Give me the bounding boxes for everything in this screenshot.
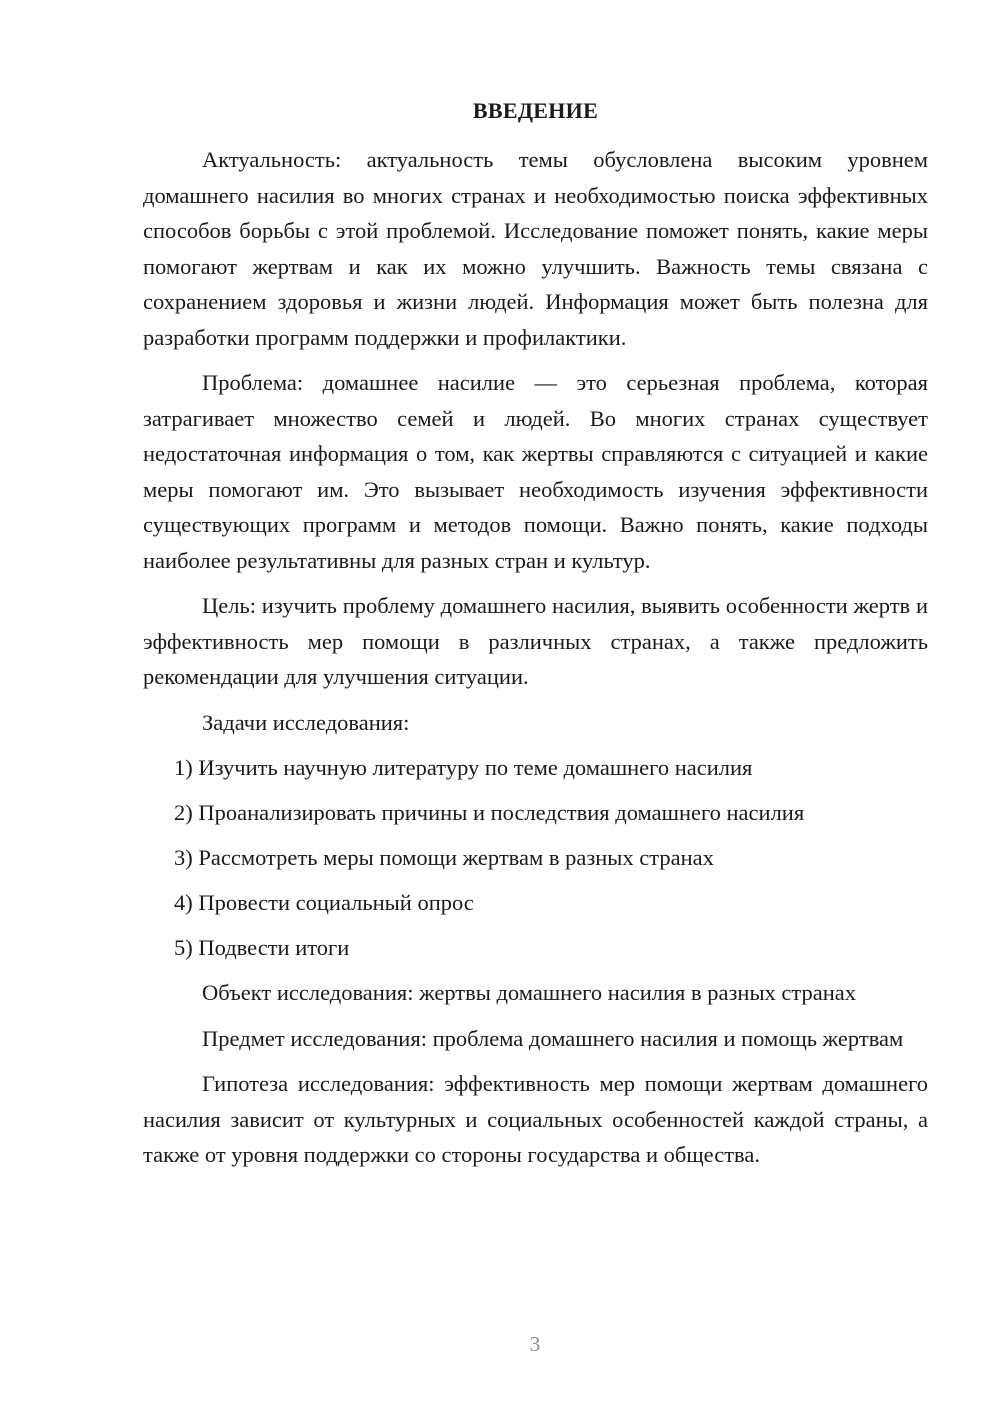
task-item-2: 2) Проанализировать причины и последствия домашнего насилия [174,800,805,825]
paragraph-tasks-heading: Задачи исследования: [202,709,410,735]
task-item-5: 5) Подвести итоги [174,935,350,960]
page-title: ВВЕДЕНИЕ [472,98,599,123]
paragraph-subject: Предмет исследования: проблема домашнего насилия и помощь жертвам [202,1025,904,1051]
body-text [143,142,928,1183]
paragraph-problem: Проблема: домашнее насилие — это серьезная проблема, которая затрагивает множество семей и людей. Во многих странах существует недостаточная информация о том, как жертвы справляются с ситуацией и какие меры помогают им. Это вызывает необходимость изучения эффективности существующих программ и методов помощи. Важно понять, какие подходы наиболее результативны для разных стран и культур. [143,370,928,573]
paragraph-goal: Цель: изучить проблему домашнего насилия, выявить особенности жертв и эффективность мер помощи в различных странах, а также предложить рекомендации для улучшения ситуации. [143,593,928,689]
task-item-1: 1) Изучить научную литературу по теме домашнего насилия [174,755,753,780]
paragraph-relevance: Актуальность: актуальность темы обусловлена высоким уровнем домашнего насилия во многих странах и необходимостью поиска эффективных способов борьбы с этой проблемой. Исследование поможет понять, какие меры помогают жертвам и как их можно улучшить. Важность темы связана с сохранением здоровья и жизни людей. Информация может быть полезна для разработки программ поддержки и профилактики. [143,147,928,350]
task-item-3: 3) Рассмотреть меры помощи жертвам в разных странах [174,845,714,870]
task-item-4: 4) Провести социальный опрос [174,890,474,915]
page-number: 3 [529,1332,541,1356]
paragraph-object: Объект исследования: жертвы домашнего насилия в разных странах [202,980,857,1005]
paragraph-hypothesis: Гипотеза исследования: эффективность мер помощи жертвам домашнего насилия зависит от культурных и социальных особенностей каждой страны, а также от уровня поддержки со стороны государства и общества. [143,1071,928,1167]
